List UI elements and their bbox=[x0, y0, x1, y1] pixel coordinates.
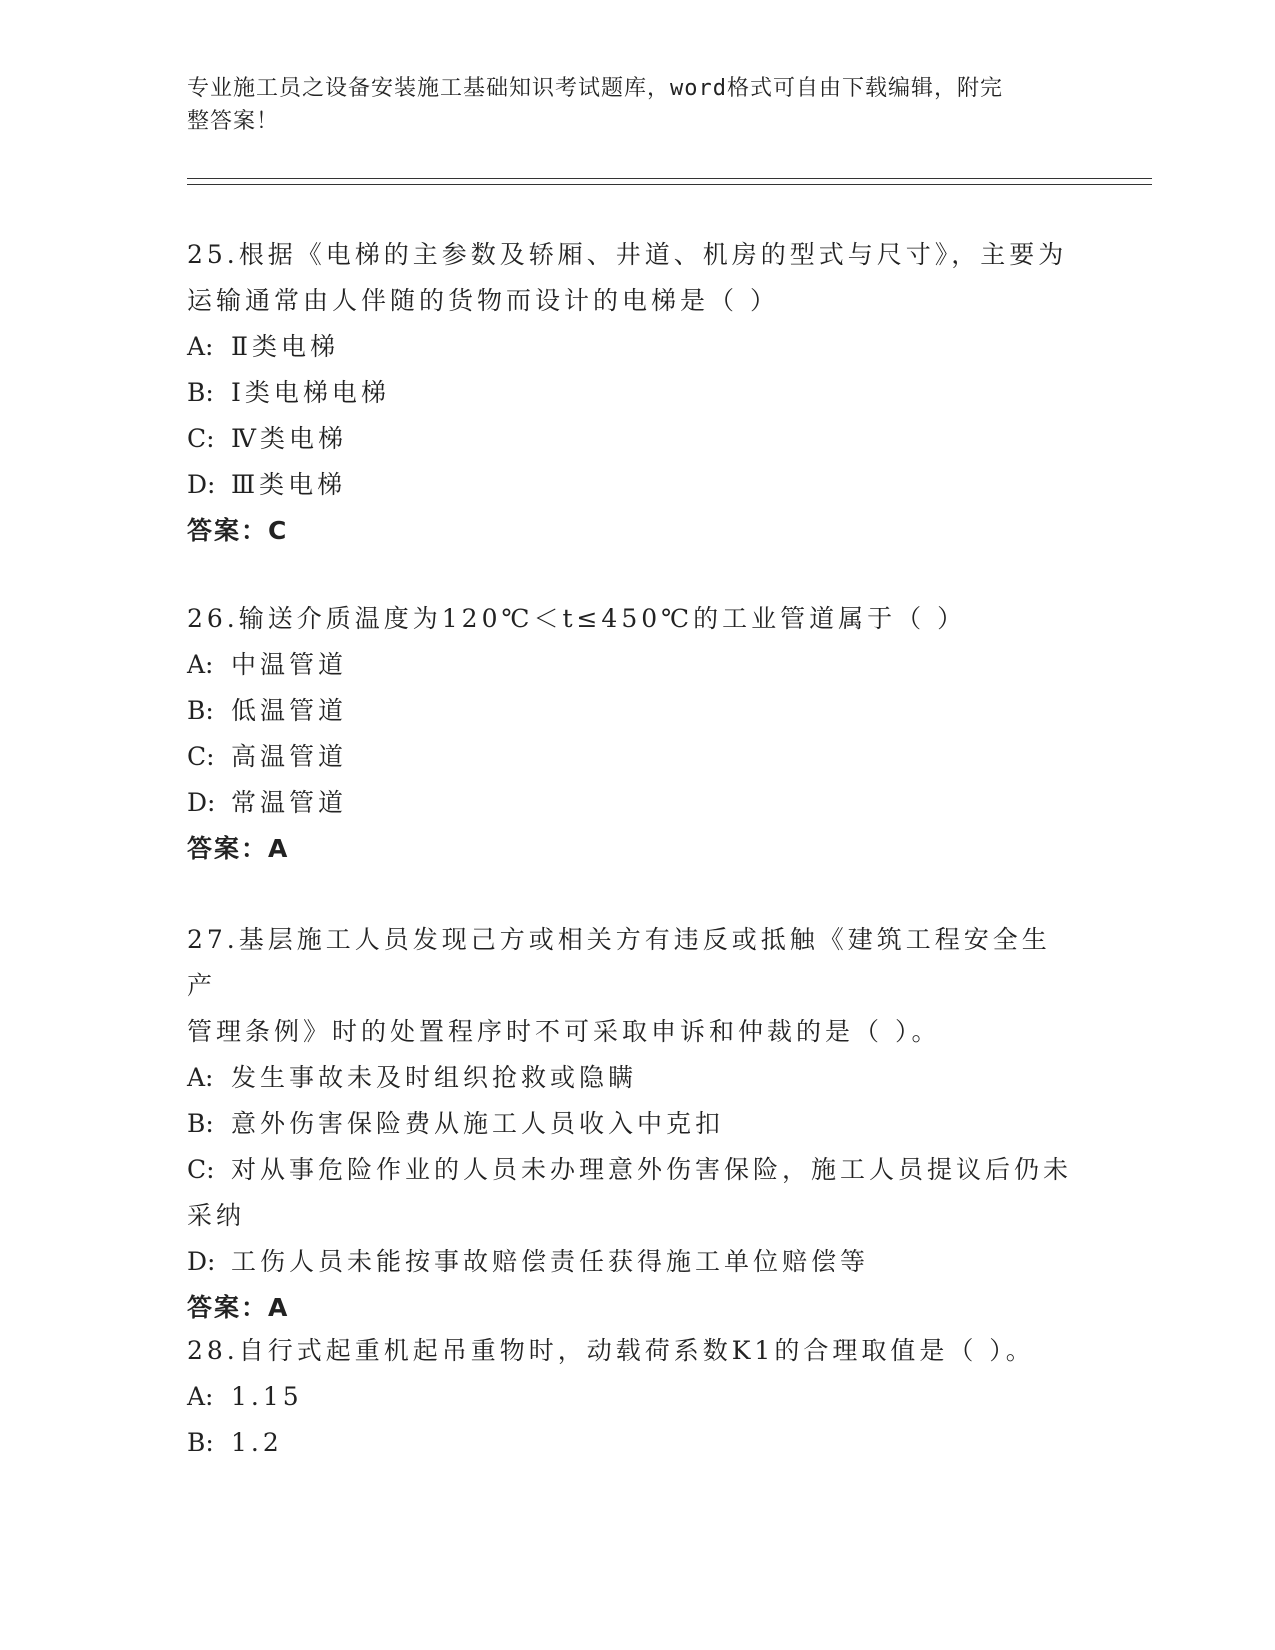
option-letter: C: bbox=[187, 1155, 215, 1184]
option-a bbox=[187, 324, 1077, 370]
option-c bbox=[187, 734, 1077, 780]
option-text: 对从事危险作业的人员未办理意外伤害保险，施工人员提议后仍未 bbox=[231, 1155, 1073, 1184]
option-letter: A: bbox=[187, 332, 214, 361]
option-c bbox=[187, 416, 1077, 462]
option-text: 低温管道 bbox=[231, 696, 348, 725]
option-b bbox=[187, 1420, 1077, 1466]
option-text: 1.15 bbox=[231, 1382, 303, 1411]
option-letter: B: bbox=[187, 1428, 214, 1457]
option-letter: B: bbox=[187, 378, 214, 407]
question-stem-line-1: 25.根据《电梯的主参数及轿厢、井道、机房的型式与尺寸》，主要为 bbox=[187, 240, 1068, 269]
option-letter: A: bbox=[187, 1063, 214, 1092]
option-a bbox=[187, 642, 1077, 688]
option-letter: B: bbox=[187, 1109, 214, 1138]
header-title-line-1: 专业施工员之设备安装施工基础知识考试题库，word格式可自由下载编辑，附完 bbox=[187, 76, 1003, 101]
option-text: Ⅱ类电梯 bbox=[231, 332, 339, 361]
header-divider bbox=[187, 178, 1152, 185]
document-header bbox=[187, 72, 1067, 138]
question-stem-line-2: 管理条例》时的处置程序时不可采取申诉和仲裁的是（ ）。 bbox=[187, 1017, 941, 1046]
option-letter: D: bbox=[187, 1247, 216, 1276]
option-letter: D: bbox=[187, 470, 216, 499]
option-text: 1.2 bbox=[231, 1428, 283, 1457]
question-stem bbox=[187, 596, 1077, 642]
question-28 bbox=[187, 1328, 1077, 1466]
option-text: 中温管道 bbox=[231, 650, 348, 679]
option-letter: C: bbox=[187, 742, 215, 771]
option-b bbox=[187, 1101, 1077, 1147]
question-stem-line-1: 27.基层施工人员发现己方或相关方有违反或抵触《建筑工程安全生产 bbox=[187, 925, 1051, 1000]
option-d bbox=[187, 1239, 1077, 1285]
answer-line: 答案：A bbox=[187, 1293, 290, 1322]
option-text: 高温管道 bbox=[231, 742, 348, 771]
option-text: Ⅲ类电梯 bbox=[231, 470, 347, 499]
question-stem bbox=[187, 1328, 1077, 1374]
question-stem bbox=[187, 232, 1077, 324]
option-d bbox=[187, 462, 1077, 508]
option-text: Ⅰ类电梯电梯 bbox=[231, 378, 390, 407]
question-27 bbox=[187, 917, 1077, 1331]
option-text: 意外伤害保险费从施工人员收入中克扣 bbox=[231, 1109, 725, 1138]
option-letter: A: bbox=[187, 650, 214, 679]
option-a bbox=[187, 1374, 1077, 1420]
question-26 bbox=[187, 596, 1077, 872]
question-stem-line-2: 运输通常由人伴随的货物而设计的电梯是（ ） bbox=[187, 286, 779, 315]
option-a bbox=[187, 1055, 1077, 1101]
option-letter: D: bbox=[187, 788, 216, 817]
option-text: 常温管道 bbox=[231, 788, 348, 817]
option-text-continuation: 采纳 bbox=[187, 1201, 246, 1230]
option-d bbox=[187, 780, 1077, 826]
question-stem-line-1: 28.自行式起重机起吊重物时，动载荷系数K1的合理取值是（ ）。 bbox=[187, 1336, 1035, 1365]
question-stem bbox=[187, 917, 1077, 1055]
question-25 bbox=[187, 232, 1077, 554]
header-title-line-2: 整答案！ bbox=[187, 109, 280, 134]
question-stem-line-1: 26.输送介质温度为120℃＜t≤450℃的工业管道属于（ ） bbox=[187, 604, 967, 633]
answer-line: 答案：A bbox=[187, 834, 290, 863]
option-letter: B: bbox=[187, 696, 214, 725]
option-text: Ⅳ类电梯 bbox=[231, 424, 347, 453]
option-text: 发生事故未及时组织抢救或隐瞒 bbox=[231, 1063, 638, 1092]
option-text: 工伤人员未能按事故赔偿责任获得施工单位赔偿等 bbox=[231, 1247, 870, 1276]
option-b bbox=[187, 370, 1077, 416]
option-letter: C: bbox=[187, 424, 215, 453]
option-b bbox=[187, 688, 1077, 734]
option-c bbox=[187, 1147, 1077, 1239]
option-letter: A: bbox=[187, 1382, 214, 1411]
answer-line: 答案：C bbox=[187, 516, 289, 545]
